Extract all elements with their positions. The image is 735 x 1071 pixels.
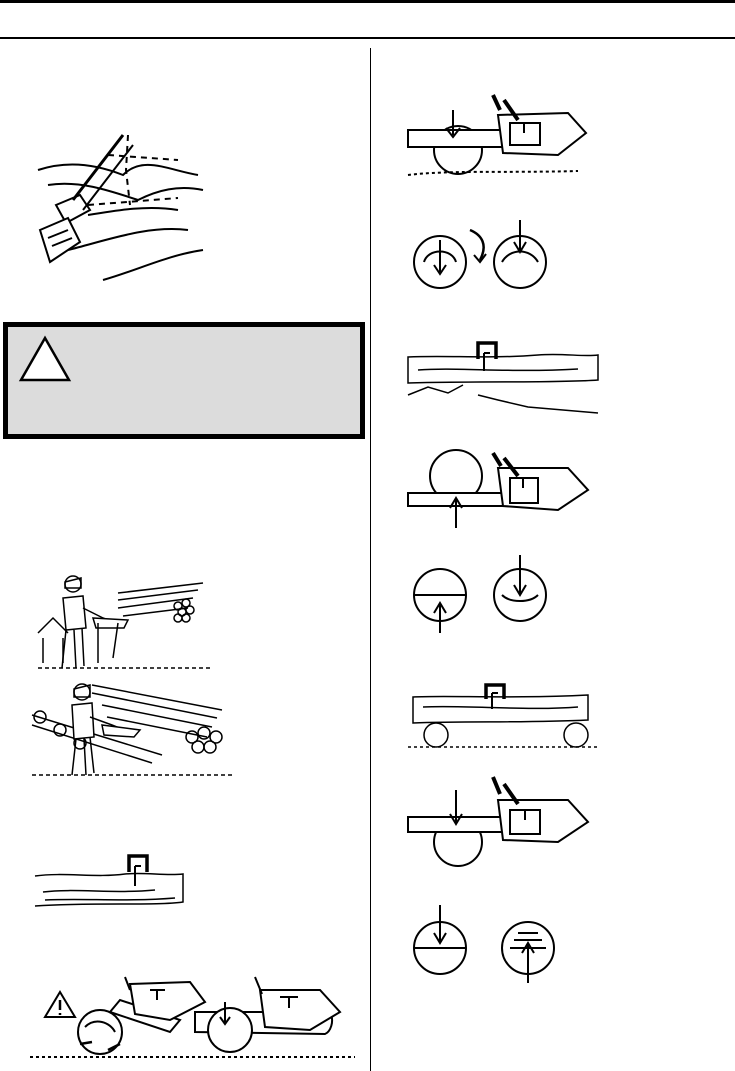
log-on-ground-saw-marker-figure (35, 852, 185, 914)
saw-top-cut-supported-figure (408, 772, 593, 872)
log-top-then-bottom-cut-figure (410, 903, 560, 988)
log-rotate-and-cut-figure (410, 210, 560, 295)
log-supported-both-ends-figure (408, 675, 600, 750)
worker-log-pile-figure (32, 675, 232, 780)
column-divider (370, 48, 371, 1071)
header-rule (0, 37, 735, 39)
log-bottom-then-top-cut-figure (410, 553, 550, 638)
warning-triangle-icon (18, 335, 72, 383)
warning-box (3, 322, 365, 439)
top-border (0, 0, 735, 3)
worker-sawhorse-figure (38, 568, 213, 673)
kickback-warning-and-top-cut-figure (30, 972, 355, 1062)
log-supported-one-end-figure (408, 335, 600, 417)
felling-saw-upward-cut-figure (28, 130, 213, 295)
saw-top-cut-log-on-ground-figure (408, 85, 588, 185)
saw-bottom-cut-figure (408, 448, 593, 533)
